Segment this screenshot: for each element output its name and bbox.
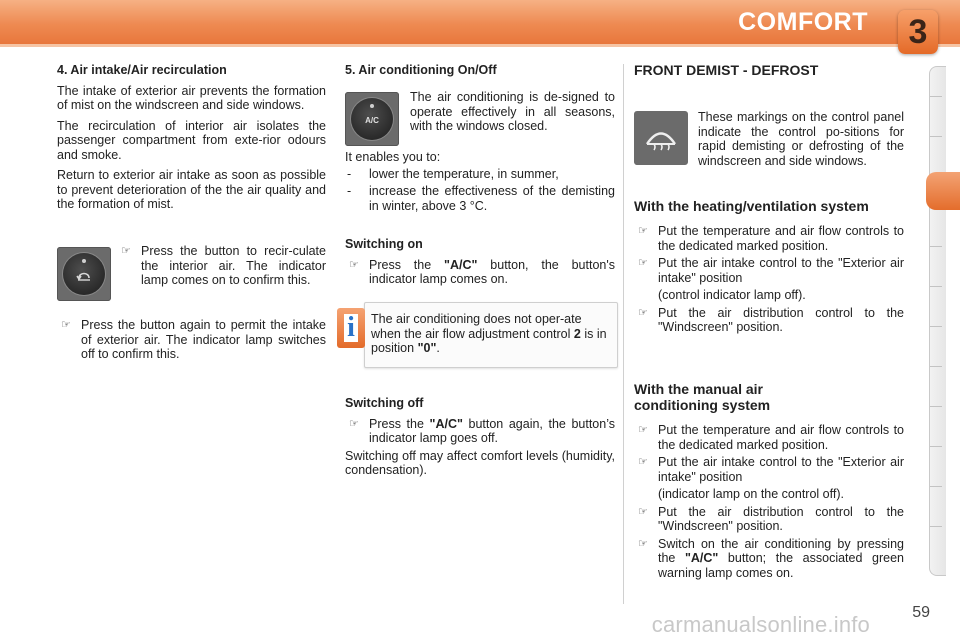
middle-heading-block: [345, 63, 615, 84]
indicator-lamp: [82, 259, 86, 263]
ac-button-label: A/C: [365, 116, 379, 125]
windscreen-defrost-symbol-icon: [634, 111, 688, 165]
tab-marker: [930, 406, 942, 407]
left-column: [57, 63, 326, 218]
arrow-bullet-icon: ☞: [121, 245, 131, 257]
front-defrost-icon: [634, 111, 688, 165]
tab-marker: [930, 286, 942, 287]
paragraph: These markings on the control panel indicate the control po-sitions for rapid demisting or defrosting of the windscreen and side windows.: [698, 110, 904, 168]
watermark: carmanualsonline.info: [651, 612, 870, 637]
arrow-bullet-icon: ☞: [349, 417, 359, 430]
section-heading: 4. Air intake/Air recirculation: [57, 63, 227, 77]
paragraph: Switching off may affect comfort levels (humidity, condensation).: [345, 448, 615, 477]
switching-off-block: [345, 396, 615, 484]
header-divider: [0, 44, 960, 47]
page-number: 59: [912, 604, 930, 621]
tab-marker: [930, 246, 942, 247]
paragraph: It enables you to:: [345, 150, 441, 164]
note-line: (control indicator lamp off).: [658, 288, 806, 302]
info-note-text: The air conditioning does not oper-ate when the air flow adjustment control 2 is in position "0".: [371, 312, 607, 355]
recirc-instructions: [117, 244, 326, 291]
note-line: (indicator lamp on the control off).: [658, 487, 844, 501]
subheading: With the manual air conditioning system: [634, 381, 771, 413]
tab-marker: [930, 526, 942, 527]
subheading: Switching off: [345, 396, 424, 410]
manual-ac-block: [634, 381, 904, 583]
info-icon: i: [337, 308, 365, 348]
ac-button-icon: [345, 92, 399, 146]
defrost-intro: [698, 110, 904, 174]
heating-ventilation-block: [634, 198, 904, 338]
column-divider: [623, 64, 624, 604]
ac-intro: [410, 90, 615, 140]
paragraph: The air conditioning is de-signed to operate effectively in all seasons, with the windows closed.: [410, 90, 615, 133]
active-chapter-tab: [926, 172, 960, 210]
instruction-item: ☞ Put the air intake control to the "Exterior air intake" position: [638, 455, 904, 484]
instruction-item: ☞ Put the air distribution control to the "Windscreen" position.: [638, 305, 904, 334]
instruction-item: ☞ Press the button again to permit the intake of exterior air. The indicator lamp switches off to confirm this.: [61, 318, 326, 361]
paragraph: Return to exterior air intake as soon as possible to prevent deterioration of the the air quality and the formation of mist.: [57, 168, 326, 211]
chapter-tab-strip: [929, 66, 946, 576]
chapter-number-badge: 3: [898, 10, 938, 54]
paragraph: The intake of exterior air prevents the formation of mist on the windscreen and side windows.: [57, 83, 326, 112]
arrow-bullet-icon: ☞: [638, 257, 648, 269]
section-heading: 5. Air conditioning On/Off: [345, 63, 497, 77]
instruction-item: ☞ Put the temperature and air flow controls to the dedicated marked position.: [638, 224, 904, 253]
recirc-instructions-2: [57, 318, 326, 365]
tab-marker: [930, 96, 942, 97]
arrow-bullet-icon: ☞: [638, 424, 648, 436]
instruction-item: ☞ Press the "A/C" button, the button's indicator lamp comes on.: [349, 257, 615, 286]
paragraph: The recirculation of interior air isolates the passenger compartment from exte-rior odours and smoke.: [57, 118, 326, 162]
switching-on-block: [345, 237, 615, 290]
tab-marker: [930, 366, 942, 367]
arrow-bullet-icon: ☞: [638, 537, 648, 550]
arrow-bullet-icon: ☞: [638, 225, 648, 237]
tab-marker: [930, 326, 942, 327]
arrow-bullet-icon: ☞: [61, 319, 71, 331]
list-item: - increase the effectiveness of the demisting in winter, above 3 °C.: [347, 184, 615, 213]
arrow-bullet-icon: ☞: [638, 456, 648, 468]
instruction-item: ☞ Put the air intake control to the "Exterior air intake" position: [638, 256, 904, 285]
tab-marker: [930, 486, 942, 487]
subheading: With the heating/ventilation system: [634, 198, 869, 214]
instruction-item: ☞ Press the button to recir-culate the interior air. The indicator lamp comes on to confirm this.: [121, 244, 326, 287]
right-heading-block: [634, 62, 904, 78]
arrow-bullet-icon: ☞: [638, 306, 648, 319]
recirculation-symbol-icon: [76, 268, 92, 282]
arrow-bullet-icon: ☞: [349, 258, 359, 271]
instruction-item: ☞ Put the air distribution control to the "Windscreen" position.: [638, 504, 904, 533]
arrow-bullet-icon: ☞: [638, 505, 648, 518]
instruction-item: ☞ Put the temperature and air flow controls to the dedicated marked position.: [638, 423, 904, 452]
instruction-item: ☞ Switch on the air conditioning by pressing the "A/C" button; the associated green warning lamp comes on.: [638, 536, 904, 580]
tab-marker: [930, 136, 942, 137]
section-heading: FRONT DEMIST - DEFROST: [634, 62, 819, 78]
indicator-lamp: [370, 104, 374, 108]
tab-marker: [930, 446, 942, 447]
instruction-item: ☞ Press the "A/C" button again, the button’s indicator lamp goes off.: [349, 416, 615, 445]
info-note-box: [364, 302, 618, 368]
list-item: - lower the temperature, in summer,: [347, 166, 559, 181]
chapter-title: COMFORT: [738, 8, 868, 36]
subheading: Switching on: [345, 237, 423, 251]
recirculation-button-icon: [57, 247, 111, 301]
ac-uses: [345, 150, 615, 216]
